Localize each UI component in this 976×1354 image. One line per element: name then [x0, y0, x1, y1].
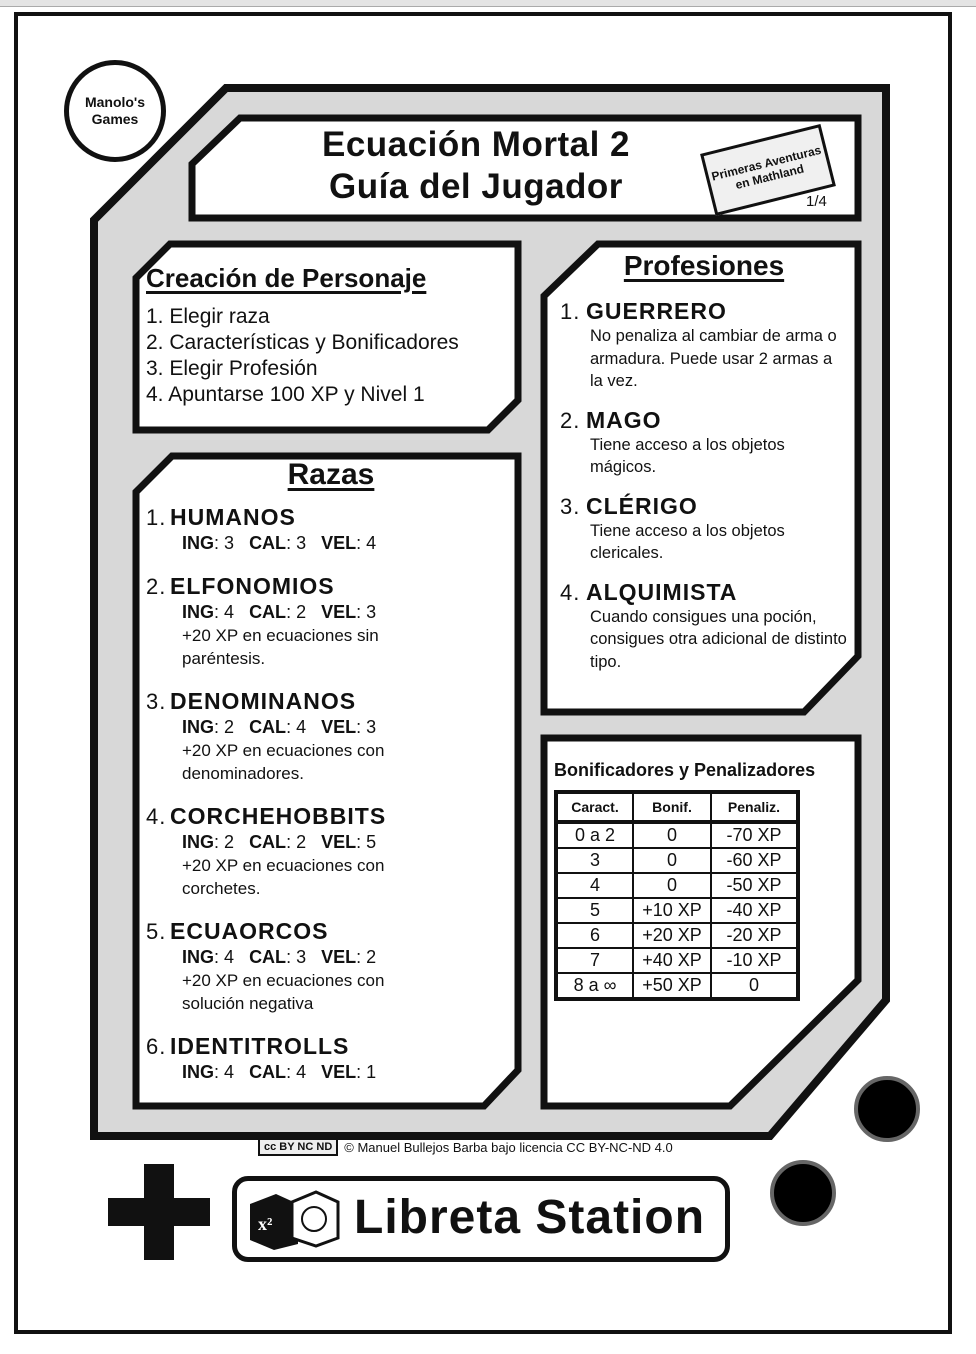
- dice-icon: [246, 1188, 342, 1250]
- profession-description: Cuando consigues una poción, consigues otra adicional de distinto tipo.: [590, 607, 847, 671]
- race-note: +20 XP en ecuaciones sin paréntesis.: [182, 626, 379, 668]
- race-item: [146, 504, 516, 555]
- race-item: [146, 803, 516, 900]
- dice-x2-label: x²: [258, 1214, 273, 1234]
- col-header: Bonif.: [633, 792, 711, 822]
- creation-step: 4. Apuntarse 100 XP y Nivel 1: [146, 383, 425, 406]
- race-item: [146, 1033, 516, 1084]
- page-number: 1/4: [806, 193, 827, 210]
- table-cell: -50 XP: [711, 873, 798, 898]
- professions-section: [560, 250, 848, 687]
- creation-step: 1. Elegir raza: [146, 305, 270, 328]
- table-cell: -20 XP: [711, 923, 798, 948]
- dpad-icon[interactable]: [108, 1164, 210, 1260]
- table-cell: +40 XP: [633, 948, 711, 973]
- races-heading: Razas: [287, 458, 375, 491]
- table-cell: 4: [556, 873, 633, 898]
- table-row: [556, 873, 798, 898]
- race-stats: ING: 4 CAL: 3 VEL: 2: [182, 947, 377, 967]
- table-row: [556, 848, 798, 873]
- title-line-2: Guía del Jugador: [329, 167, 623, 206]
- table-row: [556, 822, 798, 848]
- title-line-1: Ecuación Mortal 2: [321, 125, 631, 164]
- table-cell: -70 XP: [711, 822, 798, 848]
- table-cell: 6: [556, 923, 633, 948]
- license-credits: [258, 1138, 673, 1156]
- race-note: +20 XP en ecuaciones con denominadores.: [182, 741, 385, 783]
- race-name: 6. IDENTITROLLS: [146, 1033, 350, 1059]
- table-row: [556, 923, 798, 948]
- table-cell: 7: [556, 948, 633, 973]
- race-name: 2. ELFONOMIOS: [146, 573, 335, 599]
- race-note: +20 XP en ecuaciones con corchetes.: [182, 856, 385, 898]
- profession-item: [560, 579, 848, 674]
- creation-heading: Creación de Personaje: [146, 263, 427, 293]
- race-name: 3. DENOMINANOS: [146, 688, 357, 714]
- race-item: [146, 688, 516, 785]
- col-header: Caract.: [556, 792, 633, 822]
- professions-heading: Profesiones: [623, 250, 785, 281]
- bonus-heading: Bonificadores y Penalizadores: [554, 760, 816, 780]
- profession-name: 4. ALQUIMISTA: [560, 578, 738, 605]
- races-section: [146, 458, 516, 1102]
- race-stats: ING: 2 CAL: 4 VEL: 3: [182, 717, 377, 737]
- table-cell: +50 XP: [633, 973, 711, 999]
- brand-title: Libreta Station: [354, 1191, 706, 1244]
- profession-description: Tiene acceso a los objetos mágicos.: [590, 435, 785, 476]
- creation-step: 3. Elegir Profesión: [146, 357, 318, 380]
- table-cell: -60 XP: [711, 848, 798, 873]
- credits-text: © Manuel Bullejos Barba bajo licencia CC BY-NC-ND 4.0: [344, 1139, 673, 1155]
- profession-name: 1. GUERRERO: [560, 298, 727, 324]
- table-cell: 3: [556, 848, 633, 873]
- table-cell: -10 XP: [711, 948, 798, 973]
- table-cell: 0 a 2: [556, 822, 633, 848]
- race-name: 5. ECUAORCOS: [146, 918, 329, 944]
- table-header-row: [556, 792, 798, 822]
- races-list: [146, 504, 516, 1084]
- profession-item: [560, 298, 848, 393]
- profession-item: [560, 493, 848, 565]
- cc-license-badge: cc BY NC ND: [258, 1138, 338, 1156]
- profession-description: No penaliza al cambiar de arma o armadura. Puede usar 2 armas a la vez.: [590, 327, 837, 390]
- console-button-b[interactable]: [770, 1160, 836, 1226]
- race-stats: ING: 4 CAL: 2 VEL: 3: [182, 602, 377, 622]
- profession-name: 2. MAGO: [560, 406, 662, 433]
- character-creation-section: [146, 263, 516, 408]
- table-cell: +20 XP: [633, 923, 711, 948]
- mathland-stamp: Primeras Aventuras en Mathland: [700, 124, 836, 216]
- profession-item: [560, 407, 848, 479]
- table-cell: 0: [711, 973, 798, 999]
- table-cell: +10 XP: [633, 898, 711, 923]
- professions-list: [560, 298, 848, 673]
- table-row: [556, 948, 798, 973]
- console-button-a[interactable]: [854, 1076, 920, 1142]
- manolos-games-logo: Manolo's Games: [64, 60, 166, 162]
- table-cell: 0: [633, 822, 711, 848]
- table-cell: 8 a ∞: [556, 973, 633, 999]
- bonus-table: [554, 790, 800, 1001]
- race-item: [146, 918, 516, 1015]
- race-stats: ING: 3 CAL: 3 VEL: 4: [182, 533, 377, 553]
- race-stats: ING: 4 CAL: 4 VEL: 1: [182, 1062, 377, 1082]
- race-name: 1. HUMANOS: [146, 504, 296, 530]
- table-cell: -40 XP: [711, 898, 798, 923]
- table-row: [556, 973, 798, 999]
- race-note: +20 XP en ecuaciones con solución negativa: [182, 971, 385, 1013]
- race-stats: ING: 2 CAL: 2 VEL: 5: [182, 832, 377, 852]
- creation-step: 2. Características y Bonificadores: [146, 331, 459, 354]
- table-row: [556, 898, 798, 923]
- col-header: Penaliz.: [711, 792, 798, 822]
- race-item: [146, 573, 516, 670]
- table-cell: 0: [633, 873, 711, 898]
- table-cell: 5: [556, 898, 633, 923]
- profession-name: 3. CLÉRIGO: [560, 492, 698, 519]
- table-cell: 0: [633, 848, 711, 873]
- race-name: 4. CORCHEHOBBITS: [146, 803, 387, 829]
- profession-description: Tiene acceso a los objetos clericales.: [590, 521, 785, 562]
